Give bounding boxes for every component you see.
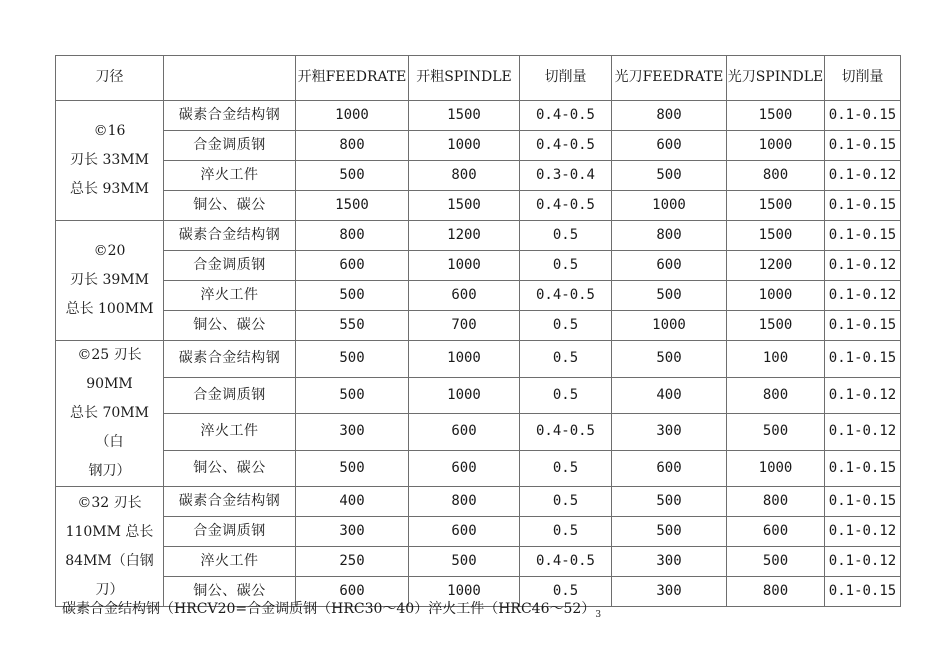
material-cell: 碳素合金结构钢 — [164, 487, 296, 517]
rough-depth-cell: 0.4-0.5 — [520, 101, 612, 131]
footnote-subscript: 3 — [595, 609, 602, 620]
rough-spindle-cell: 500 — [409, 547, 520, 577]
tool-spec-line: ©16 — [93, 123, 126, 139]
rough-depth-cell: 0.5 — [520, 311, 612, 341]
finish-depth-cell: 0.1-0.12 — [825, 161, 901, 191]
material-cell: 碳素合金结构钢 — [164, 101, 296, 131]
rough-spindle-cell: 600 — [409, 281, 520, 311]
material-cell: 合金调质钢 — [164, 517, 296, 547]
rough-depth-cell: 0.4-0.5 — [520, 414, 612, 451]
table-row — [56, 517, 901, 547]
finish-spindle-cell: 1000 — [727, 131, 825, 161]
finish-feedrate-cell: 600 — [612, 131, 727, 161]
finish-depth-cell: 0.1-0.15 — [825, 131, 901, 161]
rough-spindle-cell: 600 — [409, 414, 520, 451]
finish-depth-cell: 0.1-0.15 — [825, 221, 901, 251]
material-cell: 铜公、碳公 — [164, 191, 296, 221]
rough-depth-cell: 0.4-0.5 — [520, 191, 612, 221]
table-row — [56, 547, 901, 577]
rough-spindle-cell: 1000 — [409, 251, 520, 281]
rough-feedrate-cell: 800 — [296, 221, 409, 251]
tool-spec-line: 刃长 39MM — [70, 272, 149, 288]
rough-depth-cell: 0.5 — [520, 251, 612, 281]
tool-spec-cell — [56, 221, 164, 341]
header-finish-depth: 切削量 — [825, 56, 901, 101]
finish-spindle-cell: 1000 — [727, 281, 825, 311]
finish-depth-cell: 0.1-0.15 — [825, 450, 901, 487]
finish-feedrate-cell: 1000 — [612, 311, 727, 341]
rough-feedrate-cell: 500 — [296, 341, 409, 378]
cutting-parameter-table — [55, 55, 901, 607]
material-cell: 淬火工件 — [164, 547, 296, 577]
rough-spindle-cell: 800 — [409, 161, 520, 191]
finish-depth-cell: 0.1-0.12 — [825, 377, 901, 414]
rough-spindle-cell: 1500 — [409, 191, 520, 221]
finish-feedrate-cell: 300 — [612, 547, 727, 577]
finish-depth-cell: 0.1-0.15 — [825, 101, 901, 131]
header-finish-feedrate: 光刀FEEDRATE — [612, 56, 727, 101]
tool-spec-line: ©25 刃长 90MM — [77, 347, 142, 392]
tool-spec-line: ©20 — [93, 243, 126, 259]
table-row — [56, 487, 901, 517]
tool-spec-line: 总长 93MM — [70, 181, 149, 197]
tool-spec-line: 刃长 33MM — [70, 152, 149, 168]
table-row — [56, 281, 901, 311]
finish-feedrate-cell: 600 — [612, 450, 727, 487]
table-row — [56, 161, 901, 191]
finish-feedrate-cell: 800 — [612, 221, 727, 251]
rough-spindle-cell: 1000 — [409, 577, 520, 607]
header-tool-diameter: 刀径 — [56, 56, 164, 101]
finish-feedrate-cell: 300 — [612, 577, 727, 607]
finish-spindle-cell: 600 — [727, 517, 825, 547]
finish-depth-cell: 0.1-0.15 — [825, 577, 901, 607]
finish-depth-cell: 0.1-0.12 — [825, 547, 901, 577]
rough-feedrate-cell: 400 — [296, 487, 409, 517]
finish-depth-cell: 0.1-0.12 — [825, 281, 901, 311]
rough-spindle-cell: 1000 — [409, 341, 520, 378]
rough-spindle-cell: 1200 — [409, 221, 520, 251]
finish-spindle-cell: 1500 — [727, 311, 825, 341]
table-row — [56, 377, 901, 414]
finish-feedrate-cell: 600 — [612, 251, 727, 281]
header-row — [56, 56, 901, 101]
header-finish-spindle: 光刀SPINDLE — [727, 56, 825, 101]
finish-spindle-cell: 800 — [727, 577, 825, 607]
table-row — [56, 101, 901, 131]
rough-depth-cell: 0.5 — [520, 577, 612, 607]
finish-feedrate-cell: 1000 — [612, 191, 727, 221]
table-row — [56, 191, 901, 221]
rough-feedrate-cell: 1000 — [296, 101, 409, 131]
finish-depth-cell: 0.1-0.15 — [825, 311, 901, 341]
tool-spec-line: ©32 刃长 — [77, 494, 142, 511]
rough-depth-cell: 0.5 — [520, 517, 612, 547]
material-cell: 淬火工件 — [164, 161, 296, 191]
material-cell: 铜公、碳公 — [164, 450, 296, 487]
rough-feedrate-cell: 300 — [296, 414, 409, 451]
finish-spindle-cell: 1500 — [727, 101, 825, 131]
tool-spec-line: 总长 100MM — [65, 301, 154, 317]
rough-depth-cell: 0.4-0.5 — [520, 547, 612, 577]
rough-feedrate-cell: 250 — [296, 547, 409, 577]
hardness-footnote — [62, 598, 601, 620]
finish-spindle-cell: 500 — [727, 547, 825, 577]
finish-spindle-cell: 800 — [727, 377, 825, 414]
rough-feedrate-cell: 600 — [296, 251, 409, 281]
tool-spec-line: 刀） — [95, 581, 124, 598]
finish-spindle-cell: 1000 — [727, 450, 825, 487]
material-cell: 铜公、碳公 — [164, 577, 296, 607]
finish-spindle-cell: 1200 — [727, 251, 825, 281]
table-row — [56, 450, 901, 487]
table-row — [56, 251, 901, 281]
tool-spec-line: 钢刀） — [88, 463, 131, 479]
rough-spindle-cell: 600 — [409, 450, 520, 487]
finish-depth-cell: 0.1-0.12 — [825, 251, 901, 281]
tool-spec-line: 总长 70MM（白 — [70, 405, 149, 450]
tool-spec-cell — [56, 101, 164, 221]
finish-feedrate-cell: 500 — [612, 161, 727, 191]
rough-feedrate-cell: 600 — [296, 577, 409, 607]
finish-depth-cell: 0.1-0.15 — [825, 191, 901, 221]
finish-feedrate-cell: 400 — [612, 377, 727, 414]
rough-spindle-cell: 1500 — [409, 101, 520, 131]
header-rough-depth: 切削量 — [520, 56, 612, 101]
table-row — [56, 341, 901, 378]
finish-spindle-cell: 100 — [727, 341, 825, 378]
material-cell: 合金调质钢 — [164, 131, 296, 161]
rough-depth-cell: 0.5 — [520, 487, 612, 517]
rough-spindle-cell: 1000 — [409, 377, 520, 414]
table-row — [56, 414, 901, 451]
finish-spindle-cell: 1500 — [727, 191, 825, 221]
rough-feedrate-cell: 1500 — [296, 191, 409, 221]
finish-feedrate-cell: 800 — [612, 101, 727, 131]
table-row — [56, 131, 901, 161]
table-row — [56, 311, 901, 341]
finish-feedrate-cell: 500 — [612, 341, 727, 378]
material-cell: 碳素合金结构钢 — [164, 221, 296, 251]
cutting-parameter-sheet — [55, 55, 901, 607]
rough-feedrate-cell: 800 — [296, 131, 409, 161]
rough-spindle-cell: 700 — [409, 311, 520, 341]
rough-depth-cell: 0.5 — [520, 221, 612, 251]
rough-depth-cell: 0.4-0.5 — [520, 281, 612, 311]
tool-spec-cell — [56, 341, 164, 487]
finish-spindle-cell: 800 — [727, 487, 825, 517]
finish-feedrate-cell: 500 — [612, 487, 727, 517]
tool-spec-line: 84MM（白钢 — [65, 552, 154, 569]
material-cell: 铜公、碳公 — [164, 311, 296, 341]
finish-spindle-cell: 1500 — [727, 221, 825, 251]
rough-depth-cell: 0.4-0.5 — [520, 131, 612, 161]
finish-spindle-cell: 800 — [727, 161, 825, 191]
rough-feedrate-cell: 500 — [296, 450, 409, 487]
rough-depth-cell: 0.5 — [520, 377, 612, 414]
finish-depth-cell: 0.1-0.15 — [825, 341, 901, 378]
finish-feedrate-cell: 500 — [612, 281, 727, 311]
material-cell: 合金调质钢 — [164, 251, 296, 281]
rough-depth-cell: 0.3-0.4 — [520, 161, 612, 191]
finish-feedrate-cell: 500 — [612, 517, 727, 547]
rough-depth-cell: 0.5 — [520, 341, 612, 378]
rough-feedrate-cell: 500 — [296, 161, 409, 191]
rough-spindle-cell: 1000 — [409, 131, 520, 161]
rough-feedrate-cell: 550 — [296, 311, 409, 341]
table-row — [56, 221, 901, 251]
footnote-text: 碳素合金结构钢（HRCV20=合金调质钢（HRC30〜40）淬火工件（HRC46〜52） — [62, 601, 596, 617]
finish-feedrate-cell: 300 — [612, 414, 727, 451]
material-cell: 碳素合金结构钢 — [164, 341, 296, 378]
rough-spindle-cell: 600 — [409, 517, 520, 547]
rough-spindle-cell: 800 — [409, 487, 520, 517]
header-rough-spindle: 开粗SPINDLE — [409, 56, 520, 101]
finish-depth-cell: 0.1-0.12 — [825, 414, 901, 451]
rough-depth-cell: 0.5 — [520, 450, 612, 487]
material-cell: 合金调质钢 — [164, 377, 296, 414]
material-cell: 淬火工件 — [164, 281, 296, 311]
header-rough-feedrate: 开粗FEEDRATE — [296, 56, 409, 101]
finish-depth-cell: 0.1-0.15 — [825, 487, 901, 517]
finish-depth-cell: 0.1-0.12 — [825, 517, 901, 547]
tool-spec-cell — [56, 487, 164, 607]
rough-feedrate-cell: 500 — [296, 377, 409, 414]
rough-feedrate-cell: 500 — [296, 281, 409, 311]
material-cell: 淬火工件 — [164, 414, 296, 451]
finish-spindle-cell: 500 — [727, 414, 825, 451]
header-material — [164, 56, 296, 101]
tool-spec-line: 110MM 总长 — [65, 523, 154, 540]
rough-feedrate-cell: 300 — [296, 517, 409, 547]
